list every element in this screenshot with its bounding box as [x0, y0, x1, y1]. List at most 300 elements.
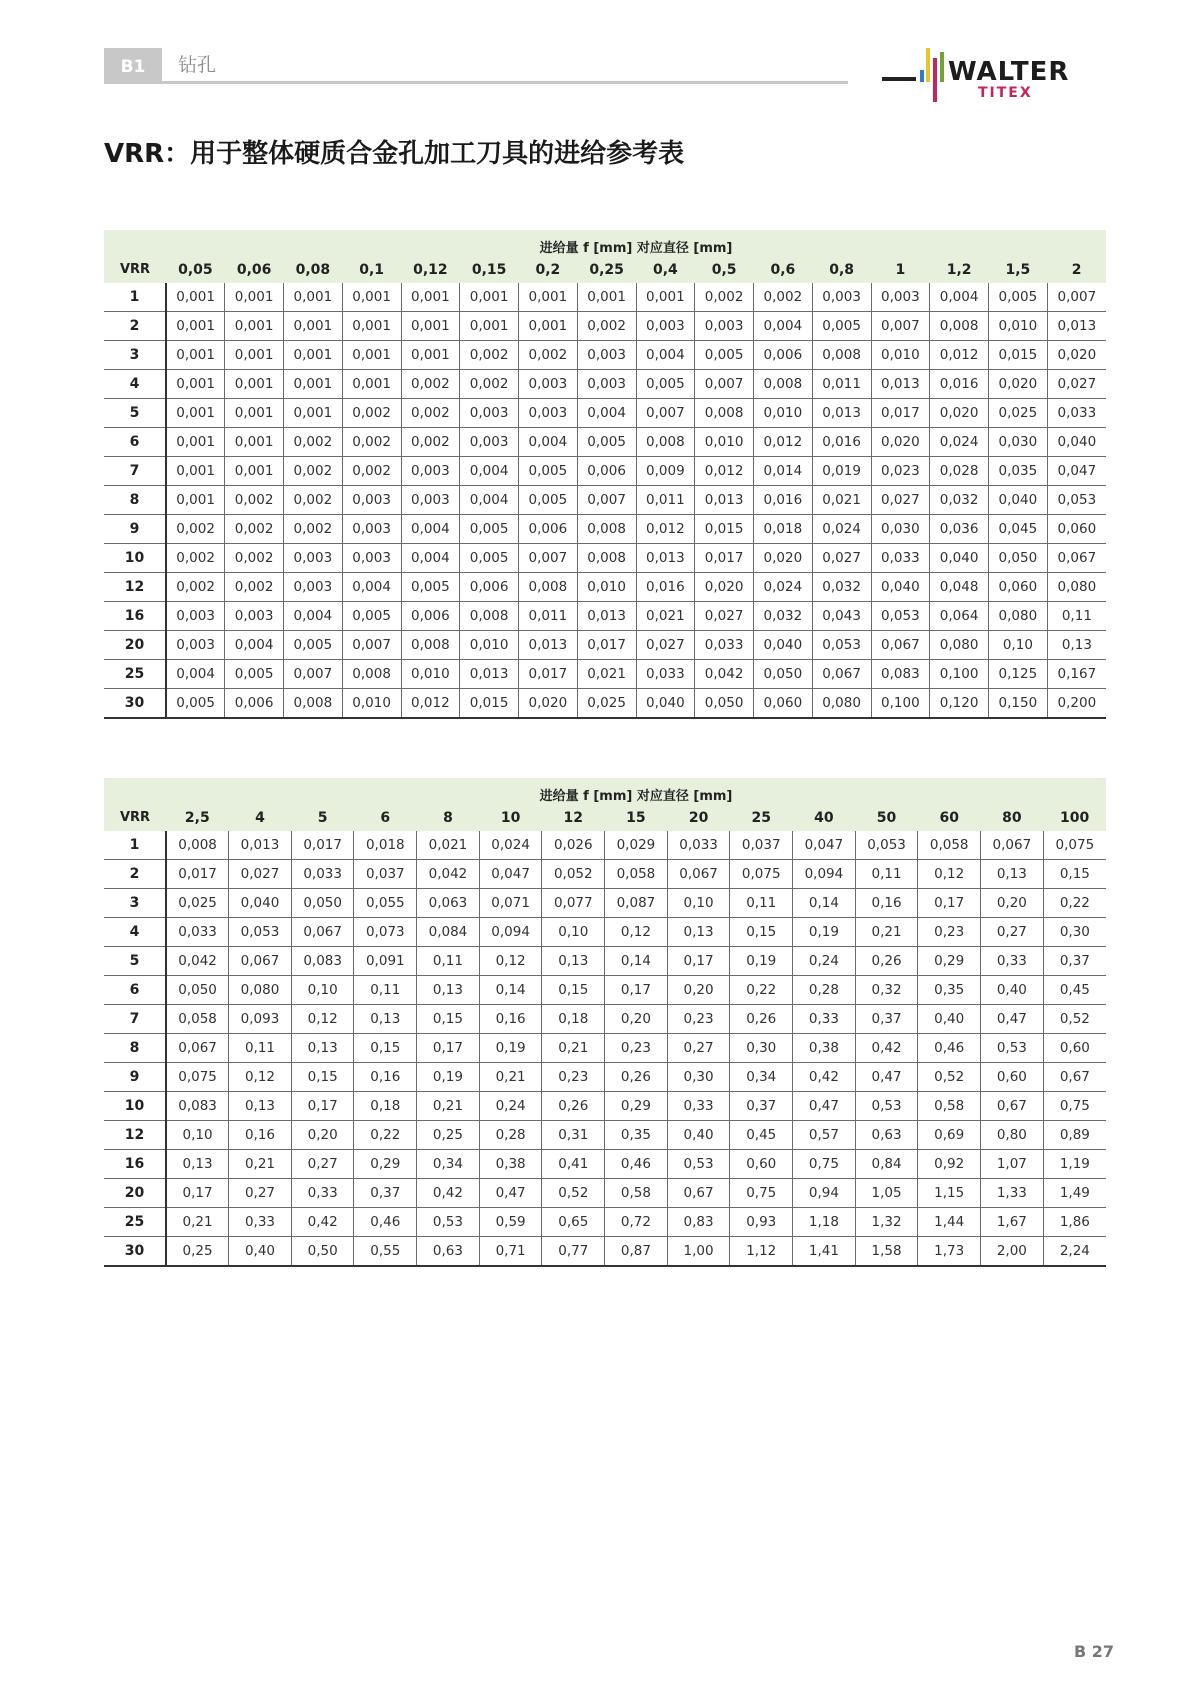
column-header-diameter: 0,25 — [577, 256, 636, 283]
feed-value-cell: 0,094 — [479, 918, 542, 947]
feed-value-cell: 0,77 — [542, 1237, 605, 1267]
feed-table — [104, 230, 1106, 719]
logo-bar-blue-icon — [920, 70, 924, 82]
feed-value-cell: 0,71 — [479, 1237, 542, 1267]
feed-value-cell: 0,19 — [730, 947, 793, 976]
feed-value-cell: 0,002 — [460, 341, 519, 370]
feed-value-cell: 0,005 — [284, 631, 343, 660]
feed-value-cell: 0,16 — [354, 1063, 417, 1092]
feed-value-cell: 0,077 — [542, 889, 605, 918]
column-header-diameter: 2,5 — [166, 804, 229, 831]
feed-value-cell: 0,30 — [730, 1034, 793, 1063]
feed-value-cell: 0,013 — [577, 602, 636, 631]
feed-value-cell: 0,008 — [695, 399, 754, 428]
feed-value-cell: 0,042 — [166, 947, 229, 976]
feed-value-cell: 0,94 — [793, 1179, 856, 1208]
logo-bar-red-icon — [933, 58, 937, 102]
feed-value-cell: 0,65 — [542, 1208, 605, 1237]
feed-value-cell: 0,023 — [871, 457, 930, 486]
feed-value-cell: 0,011 — [636, 486, 695, 515]
feed-value-cell: 0,17 — [166, 1179, 229, 1208]
table-row — [104, 860, 1106, 889]
feed-value-cell: 0,047 — [479, 860, 542, 889]
feed-value-cell: 0,067 — [812, 660, 871, 689]
feed-value-cell: 0,16 — [855, 889, 918, 918]
column-header-diameter: 10 — [479, 804, 542, 831]
logo-bar-green-icon — [940, 52, 944, 82]
feed-value-cell: 0,064 — [930, 602, 989, 631]
column-header-diameter: 1,2 — [930, 256, 989, 283]
vrr-cell: 8 — [104, 1034, 166, 1063]
feed-value-cell: 0,10 — [166, 1121, 229, 1150]
feed-value-cell: 0,002 — [284, 486, 343, 515]
feed-value-cell: 0,11 — [354, 976, 417, 1005]
table-row — [104, 689, 1106, 719]
column-header-diameter: 20 — [667, 804, 730, 831]
feed-value-cell: 0,016 — [930, 370, 989, 399]
feed-value-cell: 1,33 — [981, 1179, 1044, 1208]
feed-value-cell: 0,006 — [401, 602, 460, 631]
feed-value-cell: 0,013 — [519, 631, 578, 660]
column-header-diameter: 0,6 — [754, 256, 813, 283]
feed-value-cell: 0,12 — [229, 1063, 292, 1092]
feed-value-cell: 0,015 — [989, 341, 1048, 370]
feed-value-cell: 0,060 — [754, 689, 813, 719]
feed-value-cell: 0,093 — [229, 1005, 292, 1034]
feed-value-cell: 0,11 — [1047, 602, 1106, 631]
column-header-diameter: 4 — [229, 804, 292, 831]
feed-value-cell: 0,017 — [166, 860, 229, 889]
table-row — [104, 399, 1106, 428]
column-header-diameter: 0,06 — [225, 256, 284, 283]
feed-value-cell: 0,080 — [930, 631, 989, 660]
feed-value-cell: 0,067 — [229, 947, 292, 976]
feed-value-cell: 0,003 — [342, 544, 401, 573]
feed-value-cell: 0,003 — [460, 399, 519, 428]
feed-value-cell: 1,58 — [855, 1237, 918, 1267]
feed-value-cell: 0,014 — [754, 457, 813, 486]
feed-value-cell: 0,050 — [989, 544, 1048, 573]
column-header-diameter: 0,08 — [284, 256, 343, 283]
feed-value-cell: 0,14 — [793, 889, 856, 918]
feed-value-cell: 0,001 — [225, 370, 284, 399]
feed-value-cell: 0,40 — [918, 1005, 981, 1034]
table-row — [104, 1179, 1106, 1208]
feed-value-cell: 1,73 — [918, 1237, 981, 1267]
section-code-tab: B1 — [104, 48, 162, 82]
feed-value-cell: 0,042 — [695, 660, 754, 689]
feed-value-cell: 0,006 — [577, 457, 636, 486]
column-header-diameter: 0,8 — [812, 256, 871, 283]
table-row — [104, 283, 1106, 312]
logo-subbrand: TITEX — [978, 85, 1033, 101]
vrr-cell: 16 — [104, 602, 166, 631]
vrr-cell: 5 — [104, 399, 166, 428]
feed-value-cell: 0,11 — [730, 889, 793, 918]
feed-value-cell: 0,025 — [989, 399, 1048, 428]
table-row — [104, 1150, 1106, 1179]
feed-value-cell: 0,001 — [166, 341, 225, 370]
feed-value-cell: 0,001 — [225, 283, 284, 312]
feed-value-cell: 0,13 — [981, 860, 1044, 889]
feed-value-cell: 0,10 — [542, 918, 605, 947]
column-header-diameter: 50 — [855, 804, 918, 831]
column-header-diameter: 0,4 — [636, 256, 695, 283]
feed-value-cell: 0,80 — [981, 1121, 1044, 1150]
column-header-diameter: 0,1 — [342, 256, 401, 283]
feed-value-cell: 0,40 — [667, 1121, 730, 1150]
feed-value-cell: 0,067 — [981, 831, 1044, 860]
feed-value-cell: 0,084 — [417, 918, 480, 947]
feed-value-cell: 0,22 — [1043, 889, 1106, 918]
feed-value-cell: 0,020 — [695, 573, 754, 602]
feed-value-cell: 0,037 — [730, 831, 793, 860]
feed-value-cell: 0,75 — [730, 1179, 793, 1208]
feed-value-cell: 0,013 — [812, 399, 871, 428]
feed-value-cell: 0,003 — [695, 312, 754, 341]
table-row — [104, 486, 1106, 515]
feed-value-cell: 0,13 — [542, 947, 605, 976]
column-header-diameter: 6 — [354, 804, 417, 831]
feed-value-cell: 0,050 — [291, 889, 354, 918]
feed-value-cell: 0,001 — [166, 312, 225, 341]
vrr-cell: 20 — [104, 1179, 166, 1208]
feed-value-cell: 1,15 — [918, 1179, 981, 1208]
feed-value-cell: 0,38 — [793, 1034, 856, 1063]
feed-value-cell: 2,24 — [1043, 1237, 1106, 1267]
feed-value-cell: 0,47 — [981, 1005, 1044, 1034]
feed-value-cell: 0,020 — [989, 370, 1048, 399]
feed-value-cell: 0,017 — [695, 544, 754, 573]
feed-value-cell: 0,040 — [989, 486, 1048, 515]
feed-value-cell: 0,006 — [225, 689, 284, 719]
feed-value-cell: 0,27 — [291, 1150, 354, 1179]
feed-value-cell: 0,075 — [730, 860, 793, 889]
feed-value-cell: 0,010 — [342, 689, 401, 719]
feed-value-cell: 0,001 — [577, 283, 636, 312]
feed-table-large-diameters — [104, 778, 1106, 1267]
feed-value-cell: 0,011 — [519, 602, 578, 631]
feed-value-cell: 0,10 — [989, 631, 1048, 660]
feed-value-cell: 0,004 — [342, 573, 401, 602]
feed-value-cell: 0,001 — [636, 283, 695, 312]
feed-value-cell: 0,003 — [577, 341, 636, 370]
column-header-diameter: 0,15 — [460, 256, 519, 283]
feed-value-cell: 0,53 — [981, 1034, 1044, 1063]
feed-value-cell: 0,001 — [342, 370, 401, 399]
feed-value-cell: 0,21 — [229, 1150, 292, 1179]
feed-value-cell: 0,005 — [342, 602, 401, 631]
feed-value-cell: 1,49 — [1043, 1179, 1106, 1208]
feed-value-cell: 0,002 — [225, 486, 284, 515]
feed-value-cell: 0,005 — [989, 283, 1048, 312]
feed-value-cell: 0,050 — [754, 660, 813, 689]
vrr-cell: 10 — [104, 544, 166, 573]
feed-value-cell: 0,35 — [918, 976, 981, 1005]
feed-value-cell: 0,013 — [229, 831, 292, 860]
feed-value-cell: 0,004 — [754, 312, 813, 341]
feed-value-cell: 0,025 — [166, 889, 229, 918]
feed-value-cell: 0,001 — [460, 312, 519, 341]
feed-value-cell: 1,19 — [1043, 1150, 1106, 1179]
column-header-diameter: 15 — [605, 804, 668, 831]
feed-value-cell: 0,14 — [605, 947, 668, 976]
feed-value-cell: 0,001 — [284, 312, 343, 341]
feed-value-cell: 0,52 — [542, 1179, 605, 1208]
feed-value-cell: 0,004 — [930, 283, 989, 312]
feed-value-cell: 0,008 — [342, 660, 401, 689]
feed-value-cell: 0,040 — [930, 544, 989, 573]
column-header-diameter: 40 — [793, 804, 856, 831]
table-row — [104, 1034, 1106, 1063]
feed-value-cell: 0,058 — [166, 1005, 229, 1034]
feed-value-cell: 0,094 — [793, 860, 856, 889]
vrr-cell: 1 — [104, 831, 166, 860]
feed-value-cell: 0,26 — [730, 1005, 793, 1034]
feed-value-cell: 0,23 — [918, 918, 981, 947]
feed-value-cell: 0,024 — [930, 428, 989, 457]
feed-value-cell: 0,167 — [1047, 660, 1106, 689]
feed-value-cell: 0,053 — [871, 602, 930, 631]
feed-value-cell: 0,002 — [342, 399, 401, 428]
table-row — [104, 1121, 1106, 1150]
vrr-cell: 4 — [104, 918, 166, 947]
feed-value-cell: 0,003 — [577, 370, 636, 399]
feed-value-cell: 0,21 — [542, 1034, 605, 1063]
feed-value-cell: 0,13 — [229, 1092, 292, 1121]
feed-value-cell: 0,010 — [695, 428, 754, 457]
feed-value-cell: 0,004 — [460, 486, 519, 515]
feed-value-cell: 0,020 — [754, 544, 813, 573]
feed-value-cell: 0,008 — [636, 428, 695, 457]
feed-value-cell: 0,058 — [605, 860, 668, 889]
feed-value-cell: 0,26 — [605, 1063, 668, 1092]
feed-value-cell: 0,032 — [930, 486, 989, 515]
feed-value-cell: 0,60 — [730, 1150, 793, 1179]
feed-value-cell: 1,44 — [918, 1208, 981, 1237]
feed-value-cell: 0,047 — [793, 831, 856, 860]
walter-titex-logo — [880, 44, 1110, 106]
feed-value-cell: 0,018 — [754, 515, 813, 544]
column-header-diameter: 0,12 — [401, 256, 460, 283]
feed-value-cell: 0,091 — [354, 947, 417, 976]
feed-value-cell: 0,020 — [519, 689, 578, 719]
feed-value-cell: 0,25 — [166, 1237, 229, 1267]
table-row — [104, 1005, 1106, 1034]
feed-value-cell: 0,050 — [695, 689, 754, 719]
feed-value-cell: 0,033 — [871, 544, 930, 573]
vrr-cell: 7 — [104, 1005, 166, 1034]
feed-value-cell: 0,17 — [605, 976, 668, 1005]
feed-value-cell: 0,006 — [754, 341, 813, 370]
table-caption-spacer — [104, 230, 166, 256]
column-header-diameter: 100 — [1043, 804, 1106, 831]
feed-value-cell: 0,032 — [754, 602, 813, 631]
column-header-diameter: 0,5 — [695, 256, 754, 283]
feed-value-cell: 0,002 — [166, 544, 225, 573]
vrr-cell: 30 — [104, 689, 166, 719]
vrr-cell: 16 — [104, 1150, 166, 1179]
feed-value-cell: 0,001 — [401, 341, 460, 370]
vrr-cell: 6 — [104, 428, 166, 457]
feed-value-cell: 0,13 — [354, 1005, 417, 1034]
feed-value-cell: 1,00 — [667, 1237, 730, 1267]
feed-value-cell: 0,002 — [225, 573, 284, 602]
feed-value-cell: 0,26 — [855, 947, 918, 976]
feed-value-cell: 0,001 — [342, 341, 401, 370]
column-header-diameter: 80 — [981, 804, 1044, 831]
feed-value-cell: 0,010 — [577, 573, 636, 602]
feed-value-cell: 0,001 — [166, 486, 225, 515]
feed-value-cell: 0,080 — [1047, 573, 1106, 602]
feed-value-cell: 0,083 — [291, 947, 354, 976]
feed-value-cell: 0,14 — [479, 976, 542, 1005]
table-caption: 进给量 f [mm] 对应直径 [mm] — [166, 230, 1106, 256]
feed-value-cell: 0,050 — [166, 976, 229, 1005]
feed-value-cell: 0,46 — [354, 1208, 417, 1237]
section-name: 钻孔 — [178, 54, 217, 76]
table-row — [104, 1237, 1106, 1267]
feed-value-cell: 0,003 — [225, 602, 284, 631]
feed-value-cell: 1,86 — [1043, 1208, 1106, 1237]
table-row — [104, 515, 1106, 544]
feed-value-cell: 0,001 — [284, 283, 343, 312]
page-title: VRR：用于整体硬质合金孔加工刀具的进给参考表 — [104, 139, 685, 169]
table-row — [104, 631, 1106, 660]
feed-value-cell: 0,012 — [754, 428, 813, 457]
feed-value-cell: 0,37 — [1043, 947, 1106, 976]
vrr-cell: 9 — [104, 1063, 166, 1092]
feed-value-cell: 0,010 — [871, 341, 930, 370]
feed-value-cell: 0,045 — [989, 515, 1048, 544]
feed-value-cell: 0,34 — [417, 1150, 480, 1179]
feed-value-cell: 0,015 — [460, 689, 519, 719]
feed-value-cell: 0,27 — [981, 918, 1044, 947]
feed-value-cell: 0,018 — [354, 831, 417, 860]
vrr-cell: 12 — [104, 573, 166, 602]
feed-value-cell: 0,005 — [695, 341, 754, 370]
feed-value-cell: 0,008 — [401, 631, 460, 660]
feed-value-cell: 0,002 — [284, 428, 343, 457]
feed-value-cell: 0,20 — [605, 1005, 668, 1034]
feed-value-cell: 0,040 — [871, 573, 930, 602]
column-header-diameter: 1 — [871, 256, 930, 283]
table-row — [104, 370, 1106, 399]
feed-value-cell: 0,002 — [754, 283, 813, 312]
feed-value-cell: 0,013 — [1047, 312, 1106, 341]
vrr-cell: 30 — [104, 1237, 166, 1267]
feed-value-cell: 0,003 — [460, 428, 519, 457]
feed-value-cell: 0,42 — [793, 1063, 856, 1092]
feed-value-cell: 0,17 — [417, 1034, 480, 1063]
feed-value-cell: 0,41 — [542, 1150, 605, 1179]
feed-value-cell: 0,003 — [342, 486, 401, 515]
feed-value-cell: 0,024 — [812, 515, 871, 544]
feed-value-cell: 0,13 — [166, 1150, 229, 1179]
feed-value-cell: 0,008 — [460, 602, 519, 631]
feed-value-cell: 0,25 — [417, 1121, 480, 1150]
feed-value-cell: 0,53 — [855, 1092, 918, 1121]
feed-value-cell: 0,048 — [930, 573, 989, 602]
feed-value-cell: 0,89 — [1043, 1121, 1106, 1150]
feed-value-cell: 2,00 — [981, 1237, 1044, 1267]
feed-value-cell: 0,021 — [636, 602, 695, 631]
table-row — [104, 889, 1106, 918]
vrr-cell: 5 — [104, 947, 166, 976]
feed-value-cell: 0,013 — [460, 660, 519, 689]
column-header-diameter: 8 — [417, 804, 480, 831]
feed-value-cell: 0,12 — [918, 860, 981, 889]
feed-value-cell: 0,26 — [542, 1092, 605, 1121]
feed-value-cell: 0,22 — [354, 1121, 417, 1150]
feed-value-cell: 0,063 — [417, 889, 480, 918]
feed-value-cell: 0,015 — [695, 515, 754, 544]
feed-value-cell: 0,005 — [636, 370, 695, 399]
feed-value-cell: 0,016 — [812, 428, 871, 457]
feed-value-cell: 0,017 — [871, 399, 930, 428]
feed-value-cell: 1,67 — [981, 1208, 1044, 1237]
column-header-diameter: 5 — [291, 804, 354, 831]
feed-value-cell: 0,17 — [667, 947, 730, 976]
feed-value-cell: 0,013 — [636, 544, 695, 573]
feed-value-cell: 0,63 — [855, 1121, 918, 1150]
feed-value-cell: 0,006 — [460, 573, 519, 602]
feed-value-cell: 0,69 — [918, 1121, 981, 1150]
feed-value-cell: 0,001 — [166, 370, 225, 399]
feed-value-cell: 0,53 — [417, 1208, 480, 1237]
feed-value-cell: 0,003 — [284, 573, 343, 602]
table-row — [104, 918, 1106, 947]
feed-value-cell: 0,003 — [519, 370, 578, 399]
feed-value-cell: 0,52 — [918, 1063, 981, 1092]
feed-value-cell: 0,040 — [229, 889, 292, 918]
feed-value-cell: 0,28 — [793, 976, 856, 1005]
feed-value-cell: 0,16 — [479, 1005, 542, 1034]
feed-value-cell: 0,67 — [1043, 1063, 1106, 1092]
feed-value-cell: 0,12 — [479, 947, 542, 976]
feed-value-cell: 0,083 — [166, 1092, 229, 1121]
feed-value-cell: 0,033 — [166, 918, 229, 947]
table-row — [104, 1092, 1106, 1121]
column-header-diameter: 1,5 — [989, 256, 1048, 283]
feed-value-cell: 1,41 — [793, 1237, 856, 1267]
feed-value-cell: 0,28 — [479, 1121, 542, 1150]
feed-value-cell: 0,001 — [460, 283, 519, 312]
feed-value-cell: 0,001 — [519, 312, 578, 341]
column-header-diameter: 25 — [730, 804, 793, 831]
table-row — [104, 660, 1106, 689]
feed-value-cell: 0,42 — [855, 1034, 918, 1063]
feed-value-cell: 0,008 — [754, 370, 813, 399]
feed-value-cell: 0,012 — [401, 689, 460, 719]
feed-value-cell: 0,037 — [354, 860, 417, 889]
feed-value-cell: 0,29 — [354, 1150, 417, 1179]
feed-value-cell: 0,55 — [354, 1237, 417, 1267]
feed-value-cell: 0,50 — [291, 1237, 354, 1267]
feed-value-cell: 0,025 — [577, 689, 636, 719]
feed-value-cell: 0,042 — [417, 860, 480, 889]
feed-value-cell: 0,021 — [577, 660, 636, 689]
feed-value-cell: 0,024 — [479, 831, 542, 860]
vrr-cell: 2 — [104, 312, 166, 341]
feed-value-cell: 0,007 — [636, 399, 695, 428]
feed-table-small-diameters — [104, 230, 1106, 719]
feed-value-cell: 0,42 — [417, 1179, 480, 1208]
feed-value-cell: 0,016 — [754, 486, 813, 515]
row-header-label: VRR — [104, 804, 166, 831]
column-header-diameter: 60 — [918, 804, 981, 831]
feed-value-cell: 0,003 — [166, 631, 225, 660]
